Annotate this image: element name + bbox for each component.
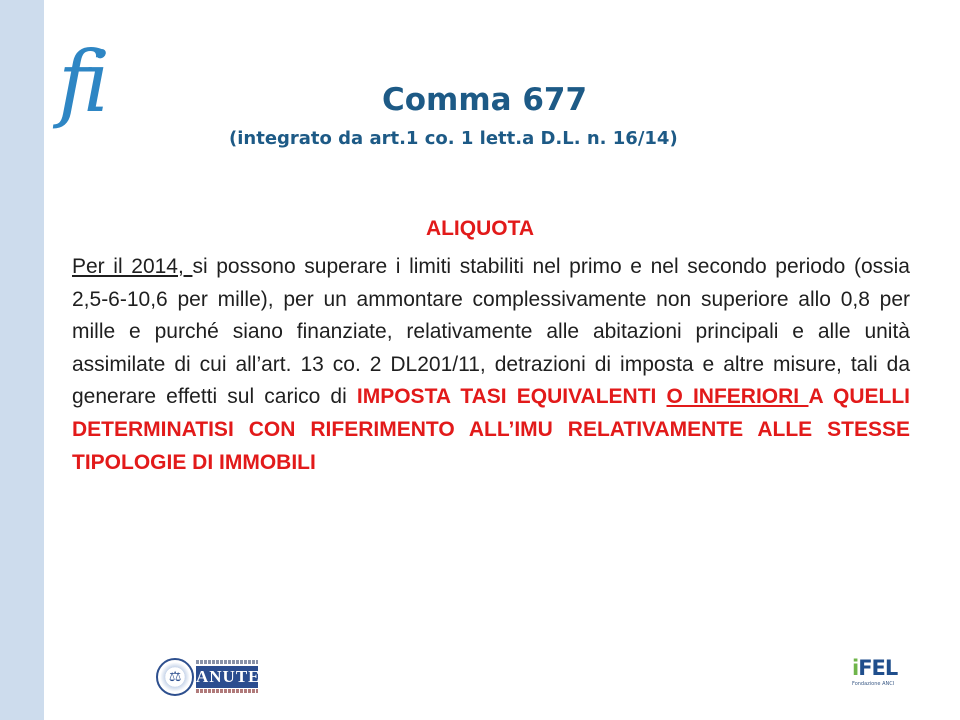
anutel-top-line <box>196 660 258 664</box>
ifel-logo <box>852 655 900 699</box>
ifel-caption: Fondazione ANCI <box>852 681 895 687</box>
body-main-text: si possono superare i limiti stabiliti nel primo e nel secondo periodo (ossia 2,5-6-10,6 per mille), per un ammontare complessivamente non superiore allo 0,8 per mille e purché siano finanziate, relativamente alle abitazioni principali e alle unità assimilate di cui all’art. 13 co. 2 DL201/11, detrazioni di imposta e altre misure, tali da generare effetti sul carico di <box>72 255 910 409</box>
anutel-logo <box>156 658 273 698</box>
section-heading: ALIQUOTA <box>425 217 535 240</box>
left-accent-bar <box>0 0 44 720</box>
slide-title: Comma 677 <box>382 82 588 118</box>
ifel-wordmark: iFEL <box>852 656 898 680</box>
anutel-bottom-line <box>196 689 258 693</box>
emphasis-underlined-text: O INFERIORI <box>666 385 809 409</box>
slide-subtitle: (integrato da art.1 co. 1 lett.a D.L. n. 16/14) <box>229 128 678 149</box>
emphasis-text-2: A QUELLI DETERMINATISI CON RIFERIMENTO ALL’IMU RELATIVAMENTE ALLE STESSE TIPOLOGIE DI IMMOBILI <box>72 385 910 474</box>
body-paragraph <box>72 251 910 479</box>
anutel-wordmark: ANUTEL <box>196 667 273 686</box>
emphasis-text-1: IMPOSTA TASI EQUIVALENTI <box>356 385 667 409</box>
intro-underlined-text: Per il 2014, <box>72 255 193 278</box>
anutel-seal-icon <box>156 658 194 696</box>
fi-logo: fi <box>58 33 104 131</box>
scales-icon: ⚖ <box>168 669 182 685</box>
